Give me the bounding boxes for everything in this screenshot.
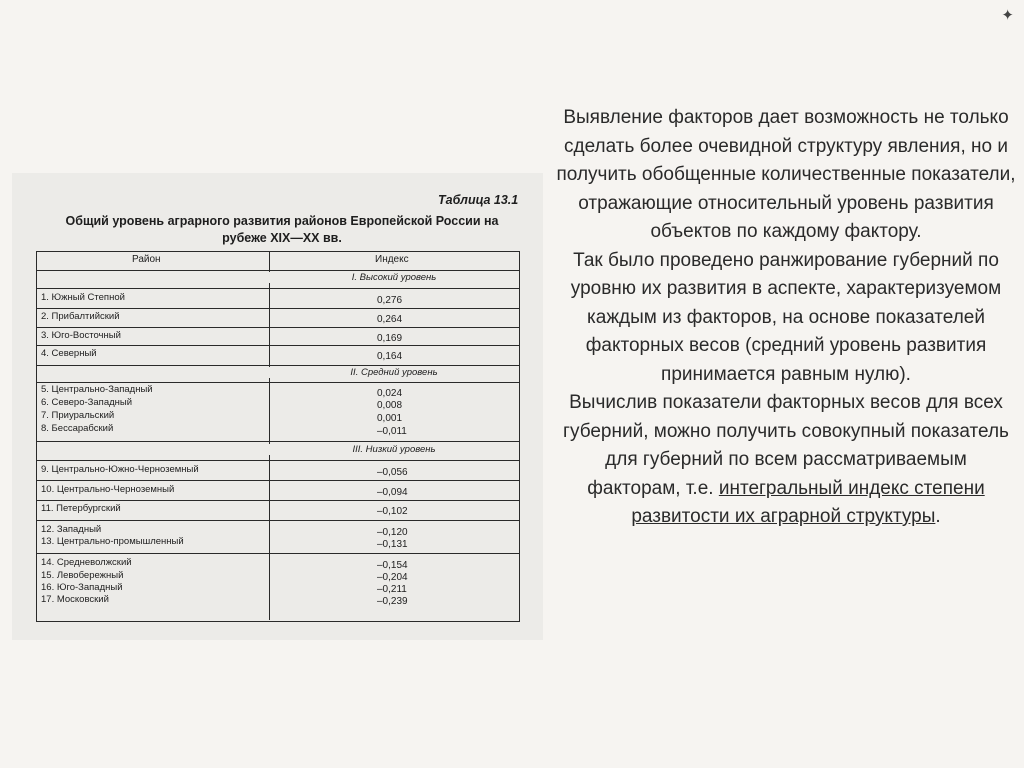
table-row-region: 12. Западный: [41, 524, 102, 535]
row-divider: [37, 327, 519, 328]
table-row-region: 13. Центрально-промышленный: [41, 536, 184, 547]
table-row-region: 15. Левобережный: [41, 570, 124, 581]
table-row-index: –0,011: [377, 426, 407, 437]
table-row-index: –0,056: [377, 467, 408, 478]
table-row-region: 17. Московский: [41, 594, 109, 605]
table-row-region: 7. Приуральский: [41, 410, 115, 421]
row-divider: [37, 520, 519, 521]
data-table: [36, 251, 520, 622]
table-row-region: 6. Северо-Западный: [41, 397, 133, 408]
header-divider: [37, 270, 519, 271]
paragraph-ranking: Так было проведено ранжирование губерний по уровню их развития в аспекте, характеризуемом каждым из факторов, на основе показателей факторных весов (средний уровень развития принимается равным нулю).: [570, 249, 1002, 385]
corner-sparkle-icon: ✦: [1001, 6, 1014, 24]
table-row-index: –0,239: [377, 596, 408, 607]
table-row-region: 2. Прибалтийский: [41, 311, 120, 322]
row-divider: [37, 365, 519, 366]
table-title: Общий уровень аграрного развития районов Европейской России на рубеже XIX—XX вв.: [65, 214, 499, 245]
table-number: Таблица 13.1: [438, 193, 519, 207]
row-divider: [37, 441, 519, 442]
paragraph-factor-detection: Выявление факторов дает возможность не только сделать более очевидной структуру явления, но и получить обобщенные количественные показатели, отражающие относительный уровень развития объектов по каждому фактору.: [556, 107, 1016, 242]
level-heading-low: III. Низкий уровень: [269, 444, 519, 455]
table-row-region: 10. Центрально-Черноземный: [41, 484, 175, 495]
slide-body-text: [556, 104, 1016, 532]
row-divider: [37, 288, 519, 289]
table-row-region: 4. Северный: [41, 348, 97, 359]
paragraph-integral-index-text: Вычислив показатели факторных весов для всех губерний, можно получить совокупный показатель для губерний по всем рассматриваемым факторам, т.е.: [563, 392, 1009, 499]
row-divider: [37, 308, 519, 309]
table-row-index: 0,276: [377, 295, 403, 306]
table-row-region: 8. Бессарабский: [41, 423, 114, 434]
integral-index-link[interactable]: интегральный индекс степени развитости их аграрной структуры: [631, 477, 985, 527]
table-row-region: 3. Юго-Восточный: [41, 330, 121, 341]
table-row-region: 11. Петербургский: [41, 503, 121, 514]
table-row-region: 5. Центрально-Западный: [41, 384, 153, 395]
row-divider: [37, 553, 519, 554]
column-header-index: Индекс: [375, 254, 409, 265]
table-row-index: –0,211: [377, 584, 407, 595]
table-row-index: –0,102: [377, 506, 408, 517]
table-row-region: 1. Южный Степной: [41, 292, 125, 303]
table-row-index: 0,264: [377, 314, 403, 325]
row-divider: [37, 480, 519, 481]
table-row-index: –0,094: [377, 487, 408, 498]
scanned-table-image: [12, 173, 543, 640]
table-row-index: –0,120: [377, 527, 408, 538]
table-row-index: 0,024: [377, 388, 403, 399]
row-divider: [37, 345, 519, 346]
level-heading-medium: II. Средний уровень: [269, 367, 519, 378]
table-row-region: 16. Юго-Западный: [41, 582, 123, 593]
table-row-index: 0,169: [377, 333, 403, 344]
table-row-region: 14. Средневолжский: [41, 557, 132, 568]
column-header-region: Район: [132, 254, 161, 265]
row-divider: [37, 460, 519, 461]
table-row-index: –0,204: [377, 572, 408, 583]
table-row-index: 0,164: [377, 351, 403, 362]
paragraph-end-punctuation: .: [935, 506, 941, 527]
row-divider: [37, 500, 519, 501]
paragraph-integral-index: [556, 389, 1016, 532]
table-row-index: 0,008: [377, 400, 403, 411]
table-row-index: 0,001: [377, 413, 403, 424]
table-row-index: –0,154: [377, 560, 408, 571]
level-heading-high: I. Высокий уровень: [269, 272, 519, 283]
row-divider: [37, 382, 519, 383]
table-row-index: –0,131: [377, 539, 408, 550]
table-row-region: 9. Центрально-Южно-Черноземный: [41, 464, 199, 475]
